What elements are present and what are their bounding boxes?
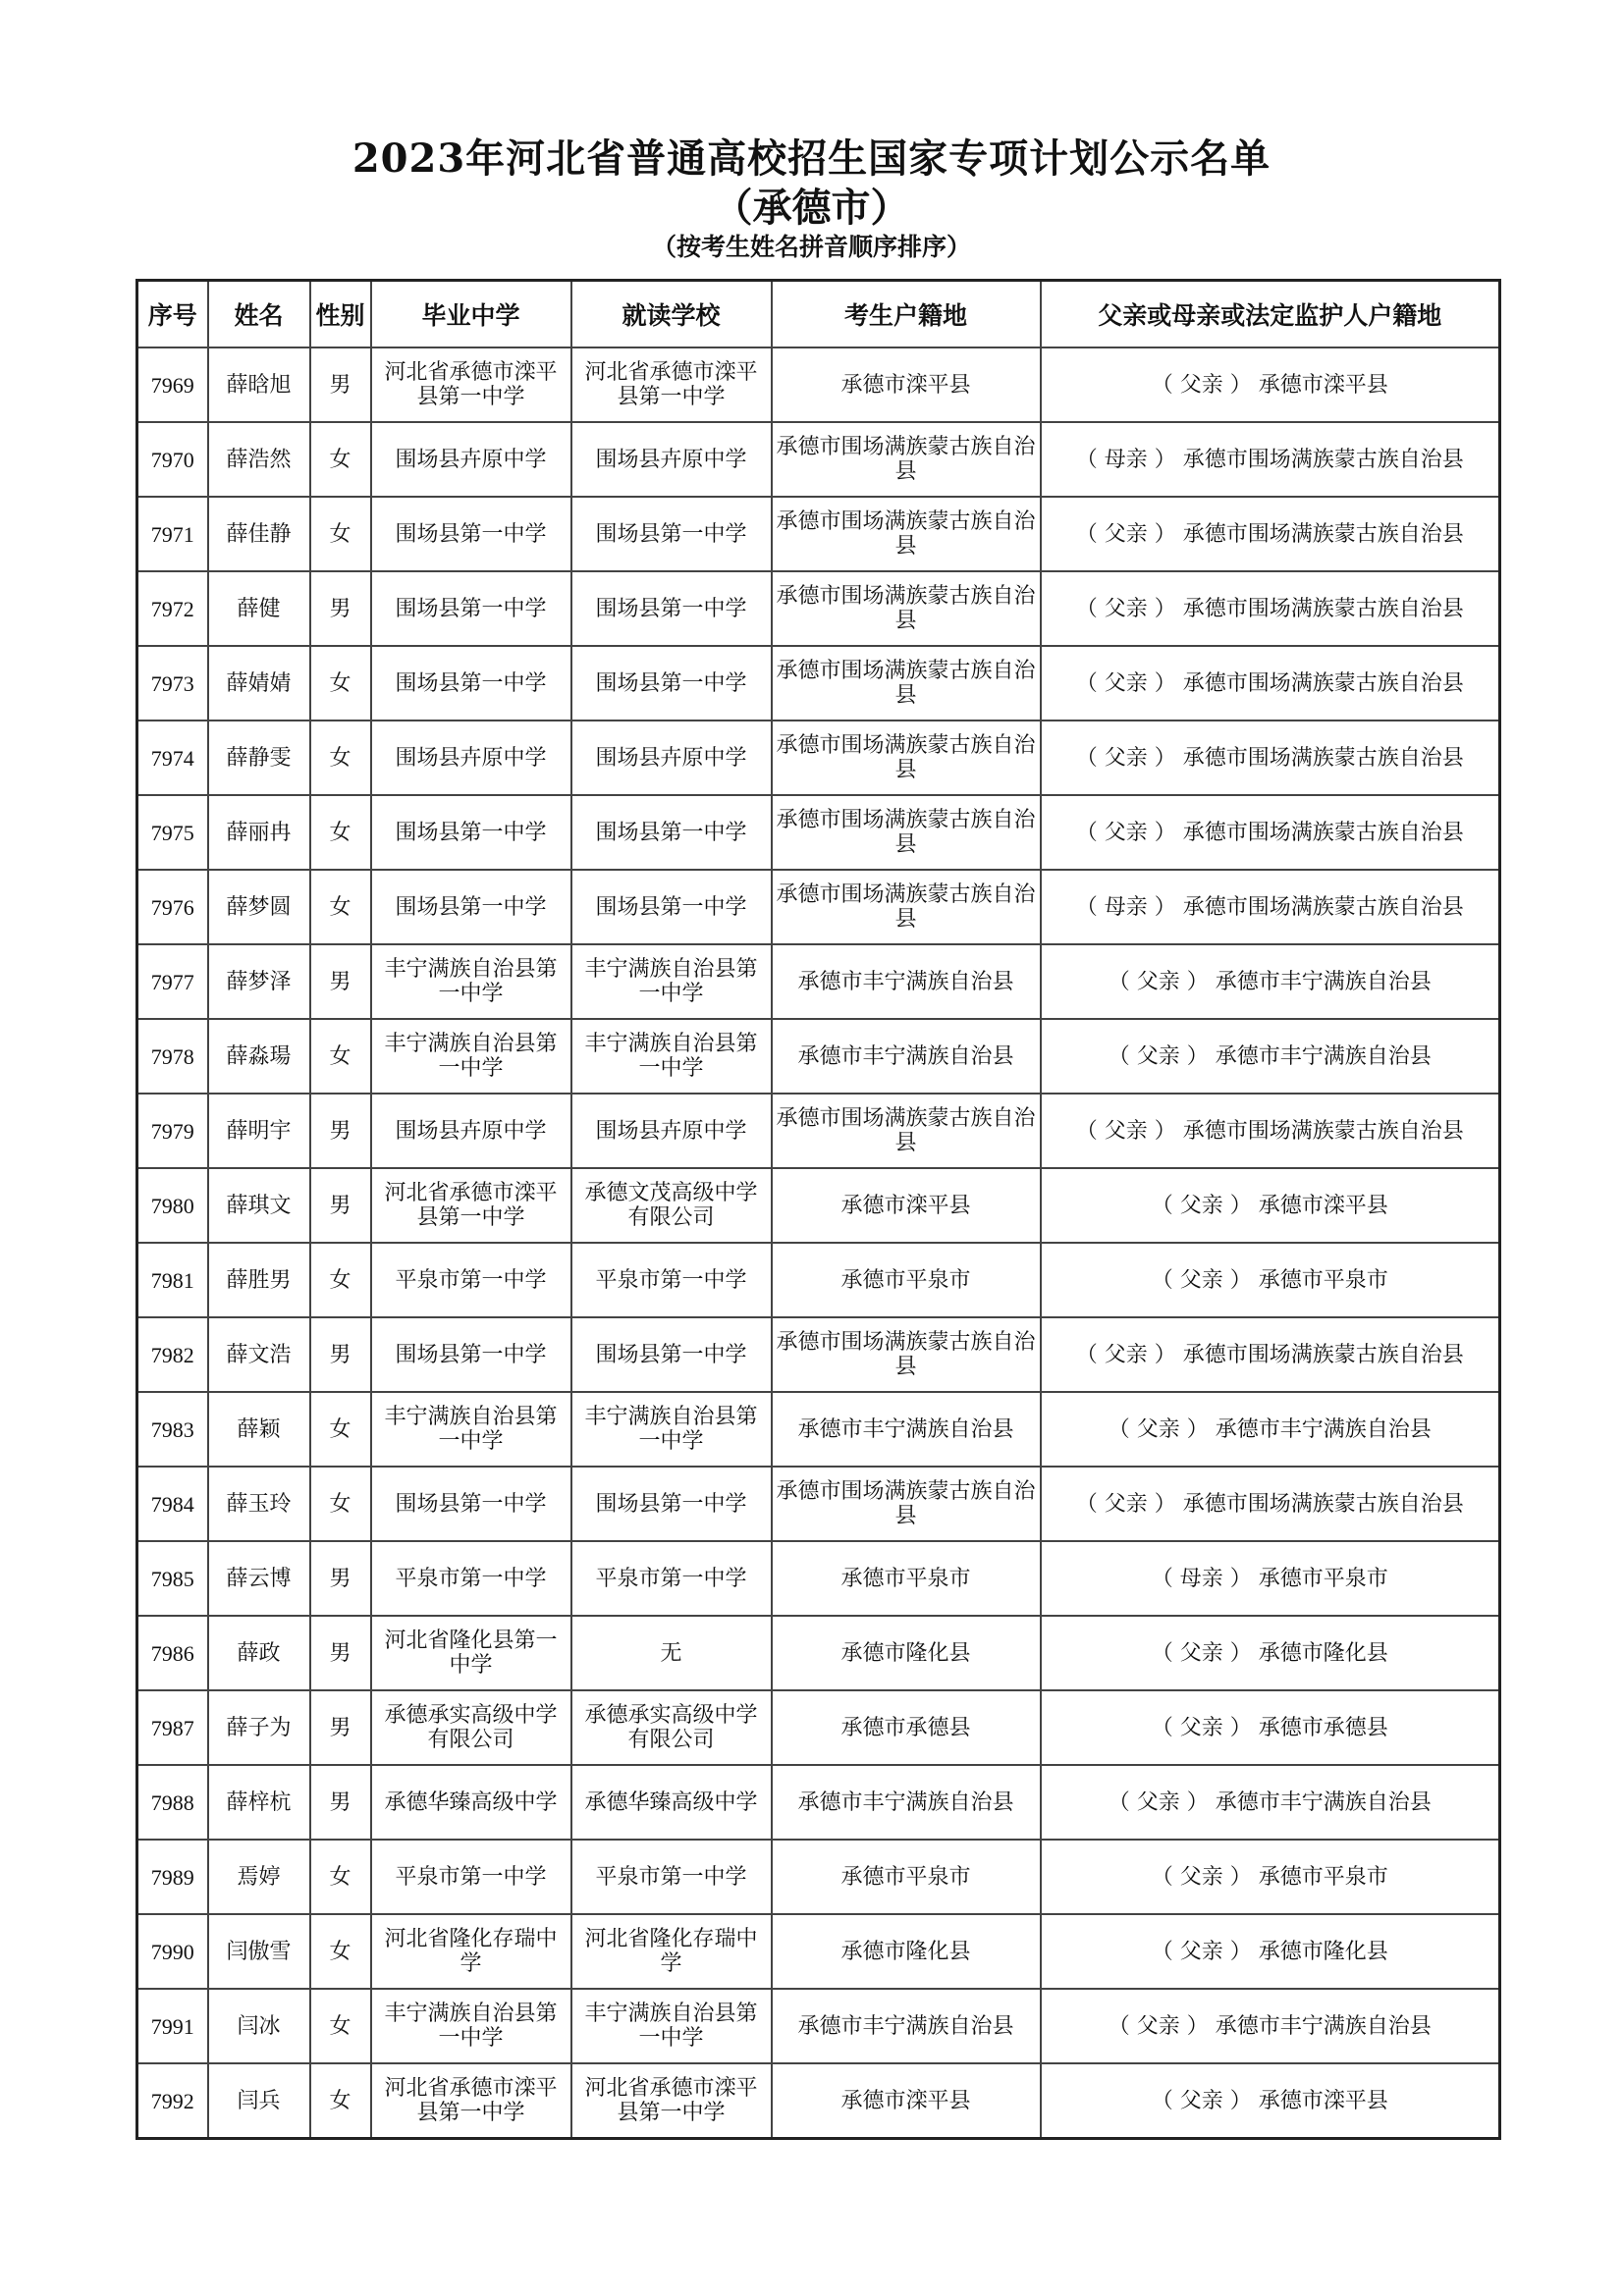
cell-current-school: 丰宁满族自治县第一中学 (571, 1989, 772, 2063)
cell-gender: 女 (310, 1467, 371, 1541)
cell-name: 薛丽冉 (208, 795, 310, 870)
cell-name: 薛浩然 (208, 422, 310, 497)
table-row (137, 1541, 1500, 1616)
cell-graduation-school: 平泉市第一中学 (371, 1541, 571, 1616)
cell-gender: 女 (310, 1243, 371, 1317)
cell-graduation-school: 河北省隆化县第一中学 (371, 1616, 571, 1690)
cell-seq: 7990 (137, 1914, 208, 1989)
cell-graduation-school: 围场县第一中学 (371, 795, 571, 870)
cell-candidate-domicile: 承德市围场满族蒙古族自治县 (772, 721, 1041, 795)
table-row (137, 1317, 1500, 1392)
cell-graduation-school: 承德华臻高级中学 (371, 1765, 571, 1840)
cell-candidate-domicile: 承德市平泉市 (772, 1243, 1041, 1317)
cell-candidate-domicile: 承德市丰宁满族自治县 (772, 1765, 1041, 1840)
header-current-school: 就读学校 (571, 281, 772, 348)
cell-gender: 女 (310, 1392, 371, 1467)
cell-graduation-school: 围场县第一中学 (371, 646, 571, 721)
table-row (137, 422, 1500, 497)
cell-name: 薛颖 (208, 1392, 310, 1467)
cell-seq: 7988 (137, 1765, 208, 1840)
cell-candidate-domicile: 承德市围场满族蒙古族自治县 (772, 422, 1041, 497)
cell-seq: 7976 (137, 870, 208, 944)
cell-candidate-domicile: 承德市围场满族蒙古族自治县 (772, 1317, 1041, 1392)
table-row (137, 571, 1500, 646)
cell-seq: 7974 (137, 721, 208, 795)
cell-name: 闫冰 (208, 1989, 310, 2063)
table-row (137, 1989, 1500, 2063)
page-title: 2023年河北省普通高校招生国家专项计划公示名单 (352, 135, 1271, 182)
table-row (137, 944, 1500, 1019)
cell-seq: 7975 (137, 795, 208, 870)
cell-candidate-domicile: 承德市滦平县 (772, 1168, 1041, 1243)
table-row (137, 1616, 1500, 1690)
cell-name: 薛淼瑒 (208, 1019, 310, 1094)
cell-graduation-school: 河北省承德市滦平县第一中学 (371, 1168, 571, 1243)
cell-candidate-domicile: 承德市围场满族蒙古族自治县 (772, 870, 1041, 944)
cell-name: 薛胜男 (208, 1243, 310, 1317)
cell-candidate-domicile: 承德市围场满族蒙古族自治县 (772, 571, 1041, 646)
cell-graduation-school: 围场县第一中学 (371, 870, 571, 944)
cell-gender: 男 (310, 347, 371, 422)
cell-candidate-domicile: 承德市隆化县 (772, 1914, 1041, 1989)
table-row (137, 795, 1500, 870)
cell-current-school: 围场县第一中学 (571, 795, 772, 870)
cell-graduation-school: 河北省隆化存瑞中学 (371, 1914, 571, 1989)
cell-current-school: 无 (571, 1616, 772, 1690)
cell-current-school: 围场县第一中学 (571, 571, 772, 646)
cell-gender: 男 (310, 1616, 371, 1690)
cell-name: 薛婧婧 (208, 646, 310, 721)
cell-current-school: 平泉市第一中学 (571, 1541, 772, 1616)
cell-name: 薛琪文 (208, 1168, 310, 1243)
cell-candidate-domicile: 承德市滦平县 (772, 347, 1041, 422)
cell-guardian-domicile: （ 父亲 ） 承德市围场满族蒙古族自治县 (1041, 721, 1500, 795)
cell-graduation-school: 围场县第一中学 (371, 571, 571, 646)
cell-seq: 7970 (137, 422, 208, 497)
header-gender: 性别 (310, 281, 371, 348)
cell-seq: 7980 (137, 1168, 208, 1243)
cell-seq: 7984 (137, 1467, 208, 1541)
cell-guardian-domicile: （ 父亲 ） 承德市围场满族蒙古族自治县 (1041, 1467, 1500, 1541)
cell-seq: 7973 (137, 646, 208, 721)
cell-guardian-domicile: （ 父亲 ） 承德市丰宁满族自治县 (1041, 944, 1500, 1019)
cell-seq: 7977 (137, 944, 208, 1019)
cell-guardian-domicile: （ 父亲 ） 承德市丰宁满族自治县 (1041, 1765, 1500, 1840)
table-row (137, 1094, 1500, 1168)
table-row (137, 1914, 1500, 1989)
cell-candidate-domicile: 承德市平泉市 (772, 1840, 1041, 1914)
cell-name: 薛静雯 (208, 721, 310, 795)
cell-gender: 男 (310, 1690, 371, 1765)
cell-name: 薛云博 (208, 1541, 310, 1616)
cell-guardian-domicile: （ 母亲 ） 承德市围场满族蒙古族自治县 (1041, 422, 1500, 497)
cell-graduation-school: 围场县第一中学 (371, 497, 571, 571)
cell-current-school: 丰宁满族自治县第一中学 (571, 944, 772, 1019)
cell-name: 薛梦泽 (208, 944, 310, 1019)
cell-guardian-domicile: （ 父亲 ） 承德市围场满族蒙古族自治县 (1041, 497, 1500, 571)
table-row (137, 1690, 1500, 1765)
header-name: 姓名 (208, 281, 310, 348)
table-row (137, 646, 1500, 721)
cell-gender: 女 (310, 795, 371, 870)
cell-current-school: 围场县第一中学 (571, 646, 772, 721)
cell-graduation-school: 平泉市第一中学 (371, 1243, 571, 1317)
cell-current-school: 丰宁满族自治县第一中学 (571, 1392, 772, 1467)
cell-candidate-domicile: 承德市丰宁满族自治县 (772, 1989, 1041, 2063)
table-row (137, 870, 1500, 944)
cell-seq: 7969 (137, 347, 208, 422)
page-subtitle-city: （承德市） (713, 185, 910, 231)
cell-candidate-domicile: 承德市围场满族蒙古族自治县 (772, 1467, 1041, 1541)
cell-current-school: 围场县卉原中学 (571, 422, 772, 497)
cell-name: 薛佳静 (208, 497, 310, 571)
cell-guardian-domicile: （ 父亲 ） 承德市丰宁满族自治县 (1041, 1392, 1500, 1467)
cell-graduation-school: 围场县第一中学 (371, 1317, 571, 1392)
cell-candidate-domicile: 承德市滦平县 (772, 2063, 1041, 2139)
sort-note: （按考生姓名拼音顺序排序） (651, 233, 971, 261)
cell-current-school: 围场县第一中学 (571, 1317, 772, 1392)
cell-candidate-domicile: 承德市丰宁满族自治县 (772, 1019, 1041, 1094)
cell-name: 薛健 (208, 571, 310, 646)
table-row (137, 1840, 1500, 1914)
cell-name: 闫兵 (208, 2063, 310, 2139)
cell-current-school: 围场县卉原中学 (571, 721, 772, 795)
cell-current-school: 河北省承德市滦平县第一中学 (571, 2063, 772, 2139)
cell-graduation-school: 承德承实高级中学有限公司 (371, 1690, 571, 1765)
cell-current-school: 围场县卉原中学 (571, 1094, 772, 1168)
cell-candidate-domicile: 承德市承德县 (772, 1690, 1041, 1765)
cell-graduation-school: 丰宁满族自治县第一中学 (371, 1392, 571, 1467)
cell-seq: 7987 (137, 1690, 208, 1765)
cell-current-school: 承德文茂高级中学有限公司 (571, 1168, 772, 1243)
cell-gender: 女 (310, 870, 371, 944)
cell-current-school: 平泉市第一中学 (571, 1243, 772, 1317)
table-row (137, 1243, 1500, 1317)
cell-gender: 男 (310, 1765, 371, 1840)
cell-current-school: 平泉市第一中学 (571, 1840, 772, 1914)
header-guardian-domicile: 父亲或母亲或法定监护人户籍地 (1041, 281, 1500, 348)
cell-name: 薛文浩 (208, 1317, 310, 1392)
cell-current-school: 河北省承德市滦平县第一中学 (571, 347, 772, 422)
table-row (137, 2063, 1500, 2139)
table-row (137, 347, 1500, 422)
cell-candidate-domicile: 承德市围场满族蒙古族自治县 (772, 497, 1041, 571)
table-row (137, 721, 1500, 795)
cell-graduation-school: 河北省承德市滦平县第一中学 (371, 2063, 571, 2139)
cell-seq: 7986 (137, 1616, 208, 1690)
cell-candidate-domicile: 承德市围场满族蒙古族自治县 (772, 795, 1041, 870)
cell-guardian-domicile: （ 父亲 ） 承德市围场满族蒙古族自治县 (1041, 646, 1500, 721)
cell-name: 薛明宇 (208, 1094, 310, 1168)
table-row (137, 1019, 1500, 1094)
cell-current-school: 承德华臻高级中学 (571, 1765, 772, 1840)
cell-guardian-domicile: （ 父亲 ） 承德市隆化县 (1041, 1914, 1500, 1989)
cell-guardian-domicile: （ 父亲 ） 承德市滦平县 (1041, 1168, 1500, 1243)
cell-graduation-school: 围场县卉原中学 (371, 1094, 571, 1168)
cell-name: 闫傲雪 (208, 1914, 310, 1989)
cell-candidate-domicile: 承德市丰宁满族自治县 (772, 1392, 1041, 1467)
table-row (137, 1467, 1500, 1541)
cell-guardian-domicile: （ 父亲 ） 承德市围场满族蒙古族自治县 (1041, 1094, 1500, 1168)
cell-name: 薛梦圆 (208, 870, 310, 944)
cell-name: 薛玉玲 (208, 1467, 310, 1541)
cell-current-school: 围场县第一中学 (571, 1467, 772, 1541)
header-graduation-school: 毕业中学 (371, 281, 571, 348)
cell-guardian-domicile: （ 父亲 ） 承德市围场满族蒙古族自治县 (1041, 571, 1500, 646)
table-row (137, 1392, 1500, 1467)
table-row (137, 1168, 1500, 1243)
cell-name: 薛梓杭 (208, 1765, 310, 1840)
cell-guardian-domicile: （ 父亲 ） 承德市围场满族蒙古族自治县 (1041, 1317, 1500, 1392)
cell-seq: 7992 (137, 2063, 208, 2139)
cell-gender: 男 (310, 571, 371, 646)
cell-graduation-school: 河北省承德市滦平县第一中学 (371, 347, 571, 422)
cell-name: 薛晗旭 (208, 347, 310, 422)
cell-candidate-domicile: 承德市丰宁满族自治县 (772, 944, 1041, 1019)
cell-graduation-school: 围场县卉原中学 (371, 721, 571, 795)
cell-guardian-domicile: （ 父亲 ） 承德市围场满族蒙古族自治县 (1041, 795, 1500, 870)
cell-guardian-domicile: （ 母亲 ） 承德市围场满族蒙古族自治县 (1041, 870, 1500, 944)
cell-gender: 男 (310, 1317, 371, 1392)
cell-guardian-domicile: （ 父亲 ） 承德市滦平县 (1041, 2063, 1500, 2139)
cell-seq: 7985 (137, 1541, 208, 1616)
cell-guardian-domicile: （ 父亲 ） 承德市丰宁满族自治县 (1041, 1989, 1500, 2063)
header-seq: 序号 (137, 281, 208, 348)
cell-guardian-domicile: （ 父亲 ） 承德市隆化县 (1041, 1616, 1500, 1690)
table-header-row (137, 281, 1500, 348)
cell-seq: 7971 (137, 497, 208, 571)
cell-seq: 7982 (137, 1317, 208, 1392)
cell-gender: 男 (310, 1541, 371, 1616)
cell-gender: 女 (310, 1914, 371, 1989)
cell-name: 薛政 (208, 1616, 310, 1690)
table-row (137, 1765, 1500, 1840)
cell-gender: 男 (310, 1168, 371, 1243)
cell-name: 薛子为 (208, 1690, 310, 1765)
cell-candidate-domicile: 承德市隆化县 (772, 1616, 1041, 1690)
cell-graduation-school: 围场县第一中学 (371, 1467, 571, 1541)
cell-guardian-domicile: （ 父亲 ） 承德市承德县 (1041, 1690, 1500, 1765)
cell-guardian-domicile: （ 父亲 ） 承德市平泉市 (1041, 1840, 1500, 1914)
cell-gender: 女 (310, 1840, 371, 1914)
cell-guardian-domicile: （ 父亲 ） 承德市丰宁满族自治县 (1041, 1019, 1500, 1094)
cell-guardian-domicile: （ 父亲 ） 承德市滦平县 (1041, 347, 1500, 422)
cell-candidate-domicile: 承德市平泉市 (772, 1541, 1041, 1616)
cell-graduation-school: 丰宁满族自治县第一中学 (371, 1989, 571, 2063)
cell-current-school: 丰宁满族自治县第一中学 (571, 1019, 772, 1094)
cell-seq: 7979 (137, 1094, 208, 1168)
cell-guardian-domicile: （ 母亲 ） 承德市平泉市 (1041, 1541, 1500, 1616)
cell-gender: 女 (310, 1019, 371, 1094)
cell-graduation-school: 丰宁满族自治县第一中学 (371, 944, 571, 1019)
cell-seq: 7978 (137, 1019, 208, 1094)
cell-current-school: 围场县第一中学 (571, 870, 772, 944)
cell-current-school: 围场县第一中学 (571, 497, 772, 571)
table-row (137, 497, 1500, 571)
cell-graduation-school: 围场县卉原中学 (371, 422, 571, 497)
cell-candidate-domicile: 承德市围场满族蒙古族自治县 (772, 1094, 1041, 1168)
cell-graduation-school: 平泉市第一中学 (371, 1840, 571, 1914)
cell-gender: 女 (310, 721, 371, 795)
cell-seq: 7983 (137, 1392, 208, 1467)
cell-candidate-domicile: 承德市围场满族蒙古族自治县 (772, 646, 1041, 721)
cell-gender: 女 (310, 2063, 371, 2139)
cell-gender: 女 (310, 1989, 371, 2063)
cell-current-school: 河北省隆化存瑞中学 (571, 1914, 772, 1989)
cell-guardian-domicile: （ 父亲 ） 承德市平泉市 (1041, 1243, 1500, 1317)
header-candidate-domicile: 考生户籍地 (772, 281, 1041, 348)
cell-gender: 女 (310, 646, 371, 721)
cell-name: 焉婷 (208, 1840, 310, 1914)
cell-seq: 7991 (137, 1989, 208, 2063)
candidate-table (135, 279, 1501, 2140)
cell-gender: 女 (310, 422, 371, 497)
cell-seq: 7989 (137, 1840, 208, 1914)
cell-current-school: 承德承实高级中学有限公司 (571, 1690, 772, 1765)
cell-seq: 7972 (137, 571, 208, 646)
cell-seq: 7981 (137, 1243, 208, 1317)
cell-graduation-school: 丰宁满族自治县第一中学 (371, 1019, 571, 1094)
cell-gender: 男 (310, 944, 371, 1019)
cell-gender: 女 (310, 497, 371, 571)
cell-gender: 男 (310, 1094, 371, 1168)
